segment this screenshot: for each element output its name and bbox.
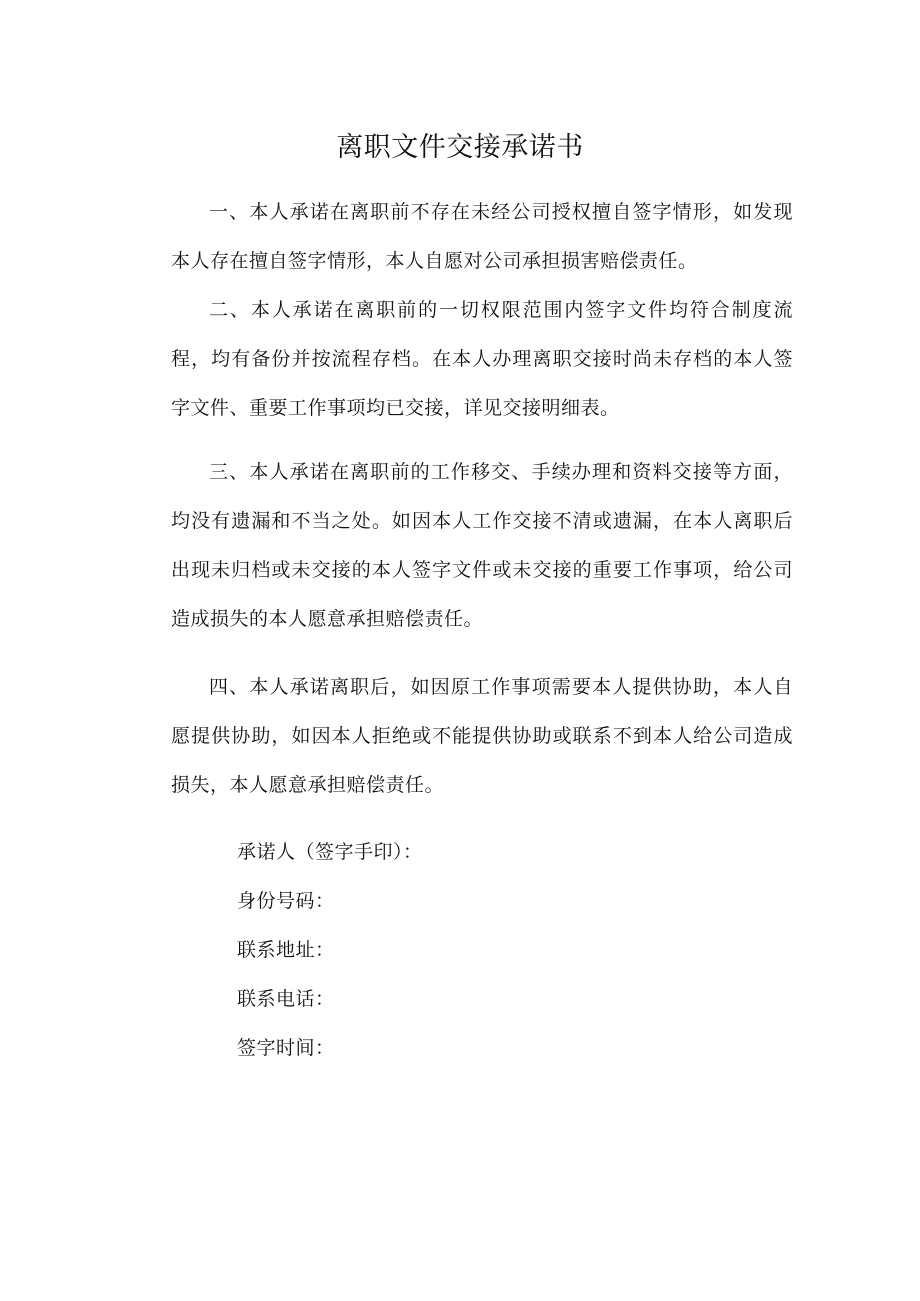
clause-3: 三、本人承诺在离职前的工作移交、手续办理和资料交接等方面，均没有遗漏和不当之处。如因本人工作交接不清或遗漏，在本人离职后出现未归档或未交接的本人签字文件或未交接的重要工作事项，给公司造成损失的本人愿意承担赔偿责任。 — [171, 461, 793, 630]
clause-1: 一、本人承诺在离职前不存在未经公司授权擅自签字情形，如发现本人存在擅自签字情形，本人自愿对公司承担损害赔偿责任。 — [171, 201, 793, 272]
signatory-field: 承诺人（签字手印）： — [237, 841, 423, 863]
signing-date-field: 签字时间： — [237, 1037, 335, 1059]
contact-address-field: 联系地址： — [237, 939, 335, 961]
document-title: 离职文件交接承诺书 — [336, 132, 584, 163]
contact-phone-field: 联系电话： — [237, 988, 335, 1010]
clause-2: 二、本人承诺在离职前的一切权限范围内签字文件均符合制度流程，均有备份并按流程存档。在本人办理离职交接时尚未存档的本人签字文件、重要工作事项均已交接，详见交接明细表。 — [171, 299, 793, 419]
signature-block — [237, 828, 737, 1073]
clause-4: 四、本人承诺离职后，如因原工作事项需要本人提供协助，本人自愿提供协助，如因本人拒绝或不能提供协助或联系不到本人给公司造成损失，本人愿意承担赔偿责任。 — [171, 676, 793, 796]
id-number-field: 身份号码： — [237, 890, 335, 912]
